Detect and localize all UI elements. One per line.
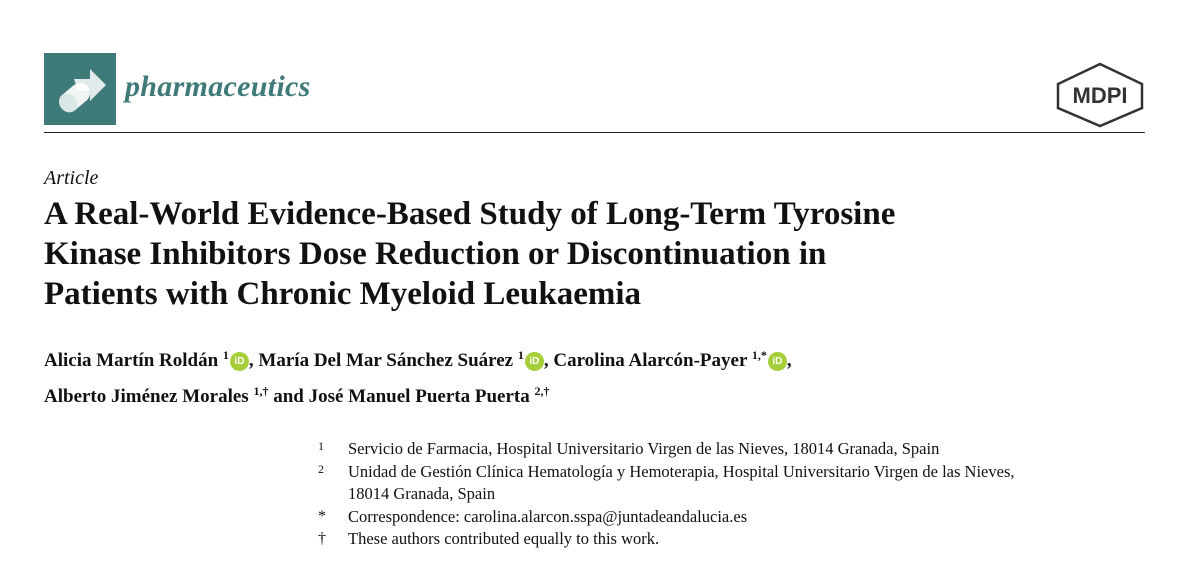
affiliation-row	[316, 461, 1136, 506]
journal-logo	[44, 53, 116, 125]
pill-arrow-icon	[44, 53, 116, 125]
author-name[interactable]: María Del Mar Sánchez Suárez	[258, 350, 514, 371]
orcid-icon[interactable]: iD	[525, 352, 544, 371]
title-line: Kinase Inhibitors Dose Reduction or Discontinuation in	[44, 236, 827, 272]
author-name[interactable]: Alicia Martín Roldán	[44, 350, 219, 371]
mdpi-hexagon-icon	[1052, 62, 1148, 128]
author-affiliation-mark: 1	[222, 348, 229, 362]
equal-contribution-row	[316, 528, 1136, 551]
author-line	[44, 340, 1144, 376]
affiliations	[316, 438, 1136, 551]
author-name[interactable]: Alberto Jiménez Morales	[44, 386, 249, 407]
correspondence-mark: *	[318, 507, 326, 525]
publisher-name: MDPI	[1072, 83, 1128, 108]
journal-name[interactable]: pharmaceutics	[125, 70, 311, 103]
orcid-icon[interactable]: iD	[230, 352, 249, 371]
author-affiliation-mark: 2,†	[534, 384, 550, 398]
affiliation-text: Servicio de Farmacia, Hospital Universitario Virgen de las Nieves, 18014 Granada, Spain	[348, 439, 940, 458]
equal-contribution-text: These authors contributed equally to this work.	[348, 529, 660, 548]
author-affiliation-mark: 1	[517, 348, 524, 362]
header-divider	[44, 132, 1145, 133]
orcid-icon[interactable]: iD	[768, 352, 787, 371]
publisher-logo[interactable]	[1052, 62, 1148, 128]
author-separator: and	[268, 386, 304, 407]
correspondence-row	[316, 506, 1136, 529]
author-name[interactable]: José Manuel Puerta Puerta	[308, 386, 530, 407]
author-separator: ,	[543, 350, 549, 371]
correspondence-text[interactable]: Correspondence: carolina.alarcon.sspa@juntadeandalucia.es	[348, 506, 748, 526]
author-list	[44, 340, 1144, 412]
author-separator: ,	[248, 350, 254, 371]
article-type: Article	[44, 167, 99, 189]
affiliation-mark: 2	[318, 461, 324, 476]
author-affiliation-mark: 1,†	[253, 384, 269, 398]
affiliation-mark: 1	[318, 439, 324, 453]
title-line: A Real-World Evidence-Based Study of Long-Term Tyrosine	[44, 196, 896, 232]
affiliation-row	[316, 438, 1136, 461]
title-line: Patients with Chronic Myeloid Leukaemia	[44, 276, 642, 312]
affiliation-text	[348, 461, 1136, 506]
author-name[interactable]: Carolina Alarcón-Payer	[553, 350, 748, 371]
dagger-mark: †	[318, 530, 326, 547]
author-separator: ,	[786, 350, 792, 371]
author-line	[44, 376, 1144, 412]
author-affiliation-mark: 1,*	[751, 348, 767, 362]
affiliation-text-line: 18014 Granada, Spain	[348, 484, 496, 503]
affiliation-text-line: Unidad de Gestión Clínica Hematología y Hemoterapia, Hospital Universitario Virgen de las Nieves,	[348, 461, 1015, 481]
article-title	[44, 194, 1144, 314]
